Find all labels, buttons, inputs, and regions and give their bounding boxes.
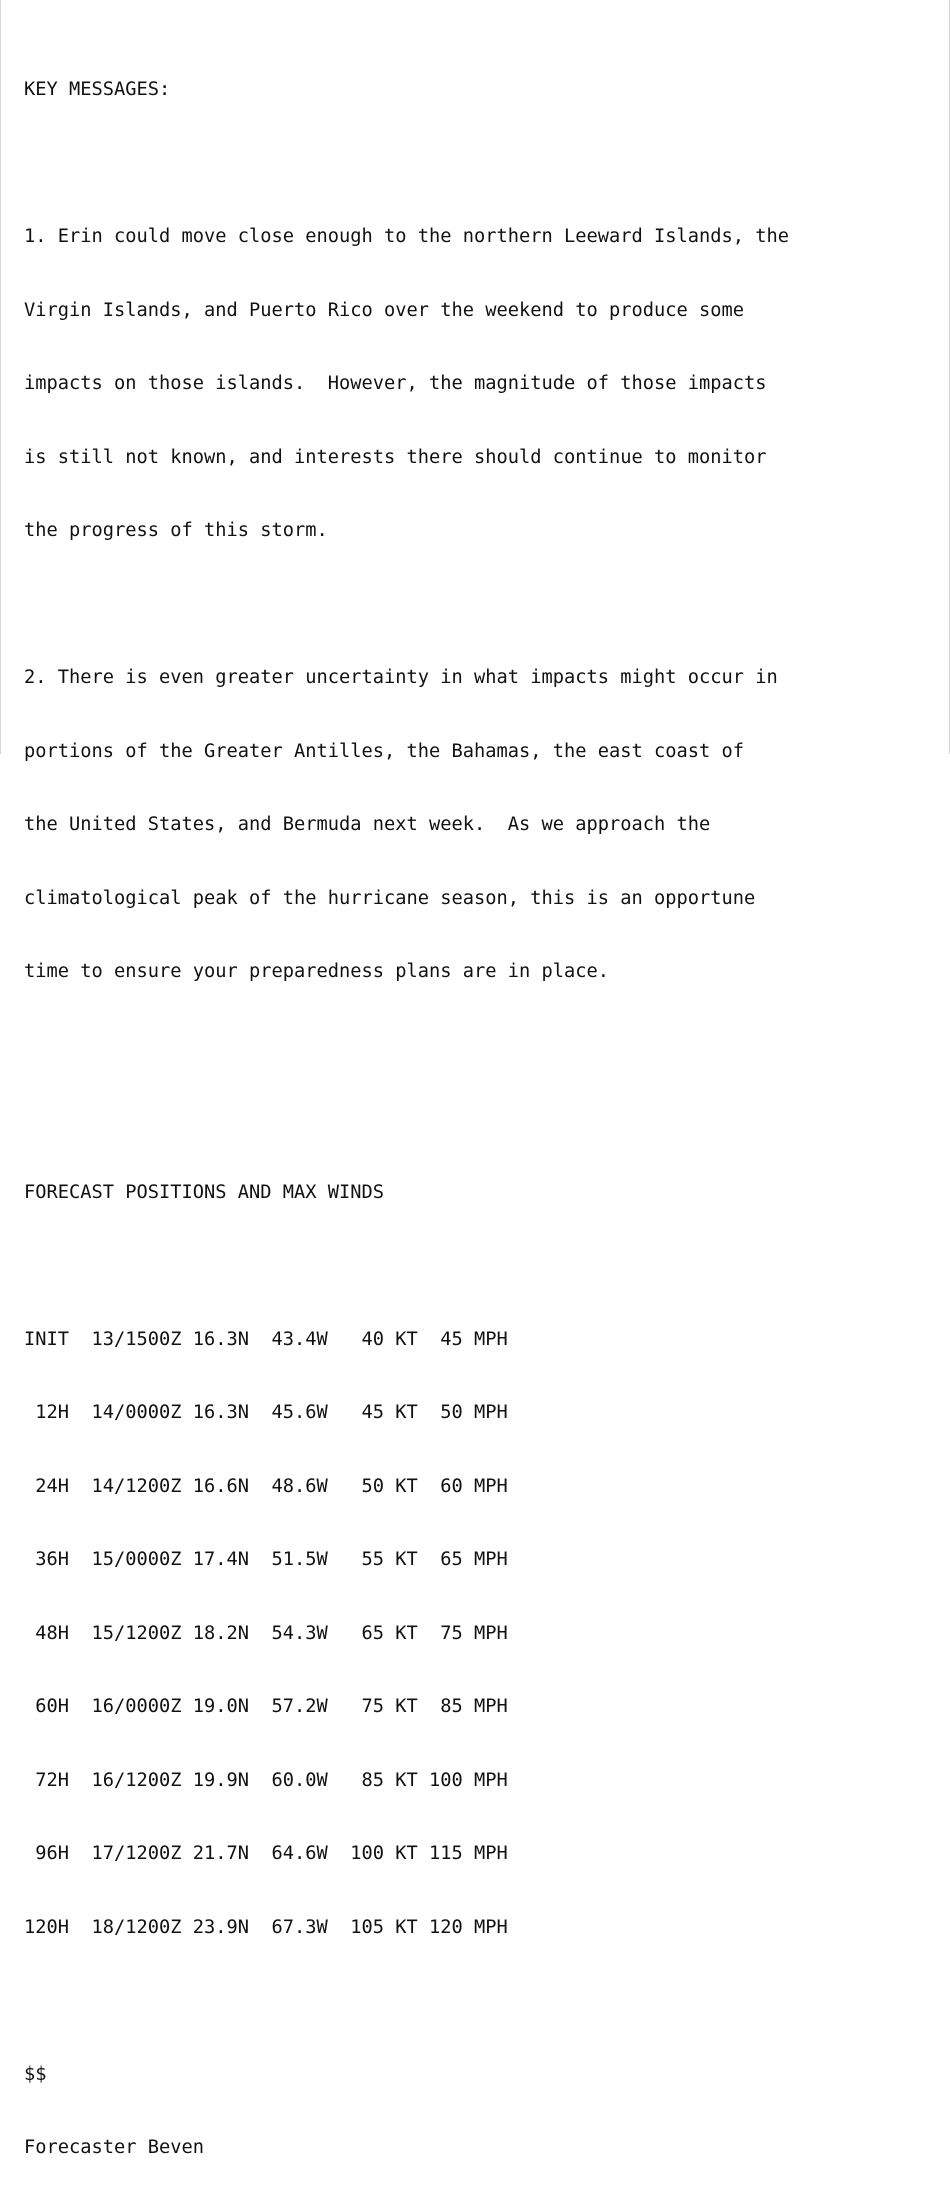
forecaster-signature: Forecaster Beven (24, 2137, 205, 2158)
forecast-heading: FORECAST POSITIONS AND MAX WINDS (24, 1181, 385, 1203)
forecast-row: 72H 16/1200Z 19.9N 60.0W 85 KT 100 MPH (24, 1769, 508, 1791)
terminator: $$ (24, 2063, 47, 2085)
forecast-row: 24H 14/1200Z 16.6N 48.6W 50 KT 60 MPH (24, 1475, 508, 1497)
blank-line (24, 593, 789, 618)
advisory-text (24, 29, 789, 2185)
forecast-row: 120H 18/1200Z 23.9N 67.3W 105 KT 120 MPH (24, 1916, 508, 1938)
blank-line (24, 1034, 789, 1059)
blank-line (24, 1107, 789, 1132)
message-2-line: 2. There is even greater uncertainty in what impacts might occur in (24, 667, 778, 688)
message-1-line: impacts on those islands. However, the magnitude of those impacts (24, 373, 767, 394)
forecast-row: 36H 15/0000Z 17.4N 51.5W 55 KT 65 MPH (24, 1549, 508, 1570)
forecast-row: 96H 17/1200Z 21.7N 64.6W 100 KT 115 MPH (24, 1843, 508, 1864)
message-2-line: climatological peak of the hurricane season, this is an opportune (24, 887, 756, 909)
forecast-row: INIT 13/1500Z 16.3N 43.4W 40 KT 45 MPH (24, 1328, 508, 1350)
message-2-line: portions of the Greater Antilles, the Bahamas, the east coast of (24, 740, 745, 762)
message-2-line: the United States, and Bermuda next week. As we approach the (24, 814, 711, 835)
blank-line (24, 1254, 789, 1279)
message-1-line: Virgin Islands, and Puerto Rico over the weekend to produce some (24, 299, 745, 321)
blank-line (24, 1989, 789, 2014)
forecast-row: 48H 15/1200Z 18.2N 54.3W 65 KT 75 MPH (24, 1622, 508, 1644)
message-1-line: 1. Erin could move close enough to the northern Leeward Islands, the (24, 226, 790, 247)
message-1-line: the progress of this storm. (24, 520, 328, 541)
message-1-line: is still not known, and interests there should continue to monitor (24, 446, 767, 468)
message-2-line: time to ensure your preparedness plans are in place. (24, 961, 610, 982)
blank-line (24, 152, 789, 177)
forecast-row: 60H 16/0000Z 19.0N 57.2W 75 KT 85 MPH (24, 1696, 508, 1717)
forecast-row: 12H 14/0000Z 16.3N 45.6W 45 KT 50 MPH (24, 1402, 508, 1423)
key-messages-heading: KEY MESSAGES: (24, 79, 171, 100)
